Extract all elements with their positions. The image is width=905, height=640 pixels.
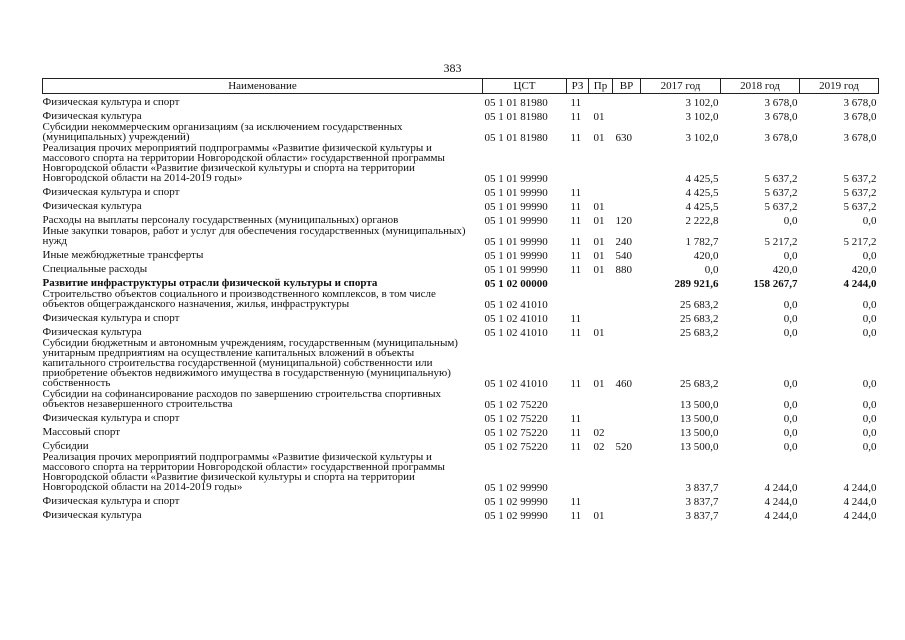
row-pr: 01 (593, 249, 605, 262)
row-value-2019: 3 678,0 (843, 110, 877, 123)
row-vr: 540 (615, 249, 632, 262)
row-value-2019: 0,0 (862, 326, 877, 339)
row-rz: 11 (570, 110, 582, 123)
row-cst: 05 1 02 99990 (484, 509, 548, 522)
table-row (43, 338, 879, 389)
row-cst: 05 1 01 99990 (484, 200, 548, 213)
row-name: Субсидии на софинансирование расходов по завершению строительства спортивных объектов незавершенного строительства (42, 387, 442, 410)
table-row (43, 389, 879, 410)
row-value-2019: 3 678,0 (843, 131, 877, 144)
row-name: Физическая культура и спорт (42, 95, 180, 108)
table-row (43, 410, 879, 424)
row-vr (613, 389, 641, 410)
row-rz: 11 (570, 377, 582, 390)
row-value-2017: 25 683,2 (680, 377, 719, 390)
row-rz: 11 (570, 509, 582, 522)
row-cst: 05 1 02 75220 (484, 440, 548, 453)
table-row (43, 424, 879, 438)
row-value-2017: 3 102,0 (685, 110, 719, 123)
row-pr (589, 493, 613, 507)
row-name: Иные межбюджетные трансферты (42, 248, 204, 261)
row-pr: 01 (593, 131, 605, 144)
row-vr (613, 94, 641, 108)
table-header-row (43, 79, 879, 94)
row-value-2019: 4 244,0 (843, 481, 877, 494)
column-header-vr: ВР (613, 79, 641, 94)
row-value-2017: 289 921,6 (674, 277, 719, 290)
row-vr (613, 410, 641, 424)
row-vr: 460 (615, 377, 632, 390)
row-value-2018: 5 637,2 (764, 186, 798, 199)
row-name: Субсидии бюджетным и автономным учреждениям, государственным (муниципальным) унитарным предприятиям на осуществление капитальных вложений в объекты капитального строительства государственной (муниципальной) собственности или приобретение объектов недвижимого имущества в государственную (муниципальную) собственность (42, 336, 458, 389)
row-name: Физическая культура (42, 325, 142, 338)
row-pr (589, 310, 613, 324)
row-name: Реализация прочих мероприятий подпрограммы «Развитие физической культуры и массового спорта на территории Новгородской области» государственной программы Новгородской области «Развитие физической культуры и спорта на территории Новгородской области на 2014-2019 годы» (42, 450, 445, 493)
row-pr: 01 (593, 263, 605, 276)
table-row (43, 212, 879, 226)
row-name: Массовый спорт (42, 425, 121, 438)
row-pr (589, 143, 613, 184)
row-vr (613, 324, 641, 338)
table-row (43, 452, 879, 493)
table-row (43, 184, 879, 198)
table-row (43, 226, 879, 247)
row-value-2017: 13 500,0 (680, 398, 719, 411)
table-row (43, 289, 879, 310)
row-value-2019: 0,0 (862, 426, 877, 439)
row-value-2018: 5 637,2 (764, 200, 798, 213)
column-header-rz: РЗ (567, 79, 589, 94)
table-body (43, 94, 879, 521)
column-header-2017: 2017 год (641, 79, 721, 94)
row-value-2017: 13 500,0 (680, 412, 719, 425)
row-rz (567, 452, 589, 493)
row-value-2017: 3 837,7 (685, 495, 719, 508)
row-value-2019: 5 637,2 (843, 186, 877, 199)
row-value-2018: 5 637,2 (764, 172, 798, 185)
row-cst: 05 1 01 81980 (484, 96, 548, 109)
row-value-2017: 1 782,7 (685, 235, 719, 248)
row-value-2019: 0,0 (862, 377, 877, 390)
row-pr: 01 (593, 377, 605, 390)
row-vr (613, 507, 641, 521)
row-vr (613, 198, 641, 212)
row-name: Специальные расходы (42, 262, 148, 275)
row-rz: 11 (570, 312, 582, 325)
row-pr: 01 (593, 509, 605, 522)
row-vr (613, 275, 641, 289)
row-vr: 880 (615, 263, 632, 276)
row-cst: 05 1 01 81980 (484, 131, 548, 144)
row-name: Физическая культура (42, 199, 142, 212)
row-value-2017: 25 683,2 (680, 298, 719, 311)
row-rz: 11 (570, 235, 582, 248)
row-cst: 05 1 01 99990 (484, 263, 548, 276)
row-name: Развитие инфраструктуры отрасли физической культуры и спорта (42, 276, 378, 289)
row-rz (567, 143, 589, 184)
row-rz: 11 (570, 200, 582, 213)
row-pr (589, 289, 613, 310)
row-rz: 11 (570, 440, 582, 453)
table-row (43, 122, 879, 143)
row-name: Физическая культура и спорт (42, 185, 180, 198)
row-value-2017: 3 102,0 (685, 131, 719, 144)
row-vr (613, 289, 641, 310)
row-pr (589, 184, 613, 198)
row-value-2018: 5 217,2 (764, 235, 798, 248)
row-vr: 240 (615, 235, 632, 248)
row-value-2019: 5 217,2 (843, 235, 877, 248)
row-value-2017: 25 683,2 (680, 326, 719, 339)
row-vr (613, 108, 641, 122)
row-value-2018: 0,0 (783, 326, 798, 339)
row-value-2018: 0,0 (783, 249, 798, 262)
row-value-2018: 0,0 (783, 298, 798, 311)
row-value-2018: 0,0 (783, 312, 798, 325)
row-cst: 05 1 02 75220 (484, 426, 548, 439)
row-value-2018: 0,0 (783, 426, 798, 439)
row-rz: 11 (570, 186, 582, 199)
row-value-2019: 0,0 (862, 312, 877, 325)
row-pr (589, 389, 613, 410)
row-name: Физическая культура и спорт (42, 411, 180, 424)
row-cst: 05 1 02 41010 (484, 326, 548, 339)
row-value-2018: 0,0 (783, 440, 798, 453)
row-vr: 120 (615, 214, 632, 227)
row-pr: 01 (593, 326, 605, 339)
row-rz (567, 289, 589, 310)
row-rz: 11 (570, 426, 582, 439)
row-name: Физическая культура (42, 109, 142, 122)
row-name: Расходы на выплаты персоналу государственных (муниципальных) органов (42, 213, 399, 226)
table-row (43, 275, 879, 289)
row-name: Физическая культура и спорт (42, 311, 180, 324)
table-row (43, 94, 879, 108)
row-rz: 11 (570, 263, 582, 276)
row-name: Физическая культура (42, 508, 142, 521)
table-row (43, 324, 879, 338)
row-value-2017: 13 500,0 (680, 440, 719, 453)
row-rz (567, 389, 589, 410)
row-value-2019: 0,0 (862, 412, 877, 425)
row-name: Строительство объектов социального и производственного комплексов, в том числе объектов общегражданского назначения, жилья, инфраструктуры (42, 287, 436, 310)
row-value-2018: 3 678,0 (764, 110, 798, 123)
row-vr (613, 143, 641, 184)
row-pr (589, 410, 613, 424)
row-value-2018: 4 244,0 (764, 509, 798, 522)
row-value-2018: 0,0 (783, 398, 798, 411)
row-value-2017: 2 222,8 (685, 214, 719, 227)
row-pr: 01 (593, 110, 605, 123)
row-value-2018: 0,0 (783, 214, 798, 227)
row-vr (613, 493, 641, 507)
table-row (43, 198, 879, 212)
row-cst: 05 1 01 81980 (484, 110, 548, 123)
row-pr (589, 94, 613, 108)
row-vr (613, 424, 641, 438)
column-header-name: Наименование (43, 79, 483, 94)
row-cst: 05 1 01 99990 (484, 172, 548, 185)
row-pr: 01 (593, 200, 605, 213)
row-cst: 05 1 02 41010 (484, 298, 548, 311)
row-pr: 01 (593, 214, 605, 227)
row-value-2019: 4 244,0 (843, 277, 877, 290)
row-value-2019: 3 678,0 (843, 96, 877, 109)
row-value-2018: 0,0 (783, 412, 798, 425)
row-value-2018: 0,0 (783, 377, 798, 390)
table-row (43, 507, 879, 521)
row-value-2018: 158 267,7 (753, 277, 798, 290)
row-value-2017: 3 837,7 (685, 509, 719, 522)
table-row (43, 108, 879, 122)
row-rz: 11 (570, 412, 582, 425)
row-value-2019: 4 244,0 (843, 495, 877, 508)
row-value-2019: 5 637,2 (843, 172, 877, 185)
table-row (43, 493, 879, 507)
row-vr (613, 452, 641, 493)
table-row (43, 310, 879, 324)
row-cst: 05 1 02 75220 (484, 398, 548, 411)
row-cst: 05 1 02 41010 (484, 377, 548, 390)
row-value-2019: 0,0 (862, 440, 877, 453)
row-value-2017: 13 500,0 (680, 426, 719, 439)
row-cst: 05 1 01 99990 (484, 214, 548, 227)
row-pr: 01 (593, 235, 605, 248)
row-rz: 11 (570, 495, 582, 508)
column-header-pr: Пр (589, 79, 613, 94)
row-value-2019: 4 244,0 (843, 509, 877, 522)
row-name: Физическая культура и спорт (42, 494, 180, 507)
row-value-2019: 0,0 (862, 214, 877, 227)
row-name: Иные закупки товаров, работ и услуг для обеспечения государственных (муниципальных) нужд (42, 224, 466, 247)
row-value-2017: 4 425,5 (685, 200, 719, 213)
table-row (43, 438, 879, 452)
row-value-2019: 0,0 (862, 398, 877, 411)
row-pr (589, 452, 613, 493)
table-row (43, 143, 879, 184)
page-number: 383 (443, 61, 462, 75)
row-rz: 11 (570, 131, 582, 144)
row-value-2018: 4 244,0 (764, 495, 798, 508)
row-cst: 05 1 01 99990 (484, 249, 548, 262)
row-cst: 05 1 01 99990 (484, 235, 548, 248)
row-cst: 05 1 02 41010 (484, 312, 548, 325)
row-name: Реализация прочих мероприятий подпрограммы «Развитие физической культуры и массового спорта на территории Новгородской области» государственной программы Новгородской области «Развитие физической культуры и спорта на территории Новгородской области на 2014-2019 годы» (42, 141, 445, 184)
row-value-2018: 420,0 (772, 263, 798, 276)
row-cst: 05 1 02 75220 (484, 412, 548, 425)
row-cst: 05 1 02 00000 (484, 277, 548, 290)
budget-table (42, 78, 879, 521)
row-name: Субсидии (42, 439, 89, 452)
column-header-2019: 2019 год (800, 79, 879, 94)
row-value-2019: 0,0 (862, 249, 877, 262)
row-value-2017: 4 425,5 (685, 172, 719, 185)
row-rz: 11 (570, 249, 582, 262)
row-pr (589, 275, 613, 289)
row-value-2017: 420,0 (693, 249, 719, 262)
row-pr: 02 (593, 440, 605, 453)
column-header-2018: 2018 год (721, 79, 800, 94)
row-cst: 05 1 02 99990 (484, 495, 548, 508)
row-value-2017: 3 837,7 (685, 481, 719, 494)
row-value-2017: 4 425,5 (685, 186, 719, 199)
row-rz: 11 (570, 326, 582, 339)
row-value-2017: 3 102,0 (685, 96, 719, 109)
row-cst: 05 1 01 99990 (484, 186, 548, 199)
row-vr (613, 184, 641, 198)
row-value-2019: 0,0 (862, 298, 877, 311)
row-value-2018: 3 678,0 (764, 96, 798, 109)
row-value-2017: 25 683,2 (680, 312, 719, 325)
row-value-2019: 5 637,2 (843, 200, 877, 213)
row-vr: 520 (615, 440, 632, 453)
row-rz: 11 (570, 96, 582, 109)
table-row (43, 247, 879, 261)
row-vr (613, 310, 641, 324)
row-rz (567, 275, 589, 289)
row-value-2019: 420,0 (851, 263, 877, 276)
row-value-2018: 4 244,0 (764, 481, 798, 494)
row-name: Субсидии некоммерческим организациям (за исключением государственных (муниципальных) учреждений) (42, 120, 403, 143)
row-value-2017: 0,0 (704, 263, 719, 276)
column-header-cst: ЦСТ (483, 79, 567, 94)
row-rz: 11 (570, 214, 582, 227)
row-pr: 02 (593, 426, 605, 439)
table-row (43, 261, 879, 275)
row-value-2018: 3 678,0 (764, 131, 798, 144)
row-vr: 630 (615, 131, 632, 144)
row-cst: 05 1 02 99990 (484, 481, 548, 494)
